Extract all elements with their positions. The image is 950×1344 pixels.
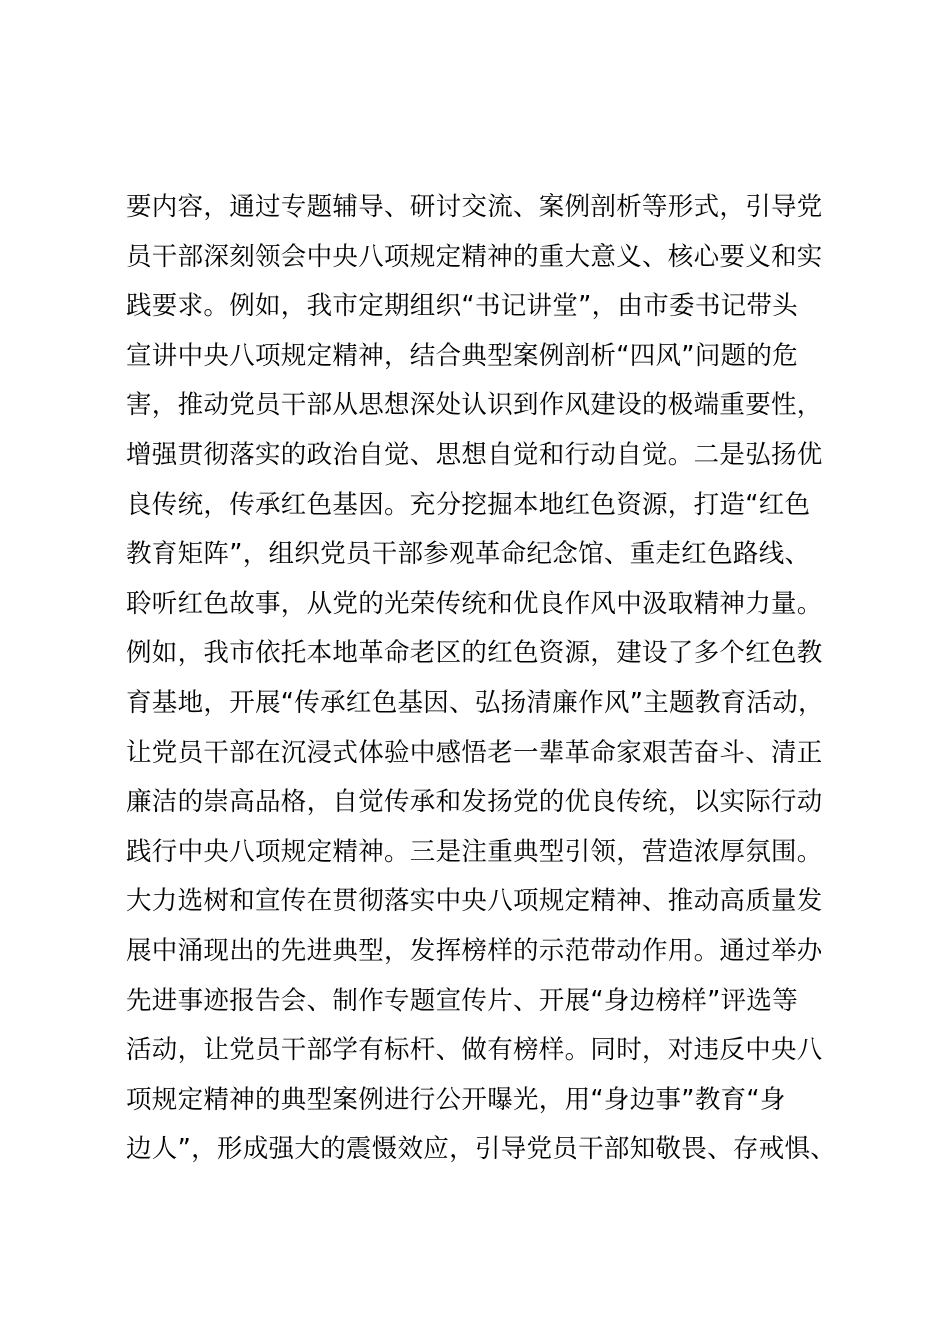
- text-line: 活动，让党员干部学有标杆、做有榜样。同时，对违反中央八: [126, 1035, 823, 1066]
- text-line: 增强贯彻落实的政治自觉、思想自觉和行动自觉。二是弘扬优: [126, 439, 823, 470]
- body-paragraph: [126, 183, 866, 1175]
- text-line: 良传统，传承红色基因。充分挖掘本地红色资源，打造“红色: [126, 489, 811, 520]
- text-line: 聆听红色故事，从党的光荣传统和优良作风中汲取精神力量。: [126, 588, 823, 619]
- text-line: 践行中央八项规定精神。三是注重典型引领，营造浓厚氛围。: [126, 836, 823, 867]
- text-line: 宣讲中央八项规定精神，结合典型案例剖析“四风”问题的危: [126, 340, 799, 371]
- text-line: 展中涌现出的先进典型，发挥榜样的示范带动作用。通过举办: [126, 935, 823, 966]
- text-line: 践要求。例如，我市定期组织“书记讲堂”，由市委书记带头: [126, 291, 799, 322]
- text-line: 员干部深刻领会中央八项规定精神的重大意义、核心要义和实: [126, 241, 823, 272]
- text-line: 例如，我市依托本地革命老区的红色资源，建设了多个红色教: [126, 638, 823, 669]
- text-line: 廉洁的崇高品格，自觉传承和发扬党的优良传统，以实际行动: [126, 787, 823, 818]
- text-line: 要内容，通过专题辅导、研讨交流、案例剖析等形式，引导党: [126, 192, 823, 222]
- text-line: 让党员干部在沉浸式体验中感悟老一辈革命家艰苦奋斗、清正: [126, 737, 823, 768]
- text-line: 先进事迹报告会、制作专题宣传片、开展“身边榜样”评选等: [126, 985, 799, 1016]
- text-line: 教育矩阵”，组织党员干部参观革命纪念馆、重走红色路线、: [126, 539, 811, 570]
- text-line: 大力选树和宣传在贯彻落实中央八项规定精神、推动高质量发: [126, 886, 823, 917]
- text-line: 边人”，形成强大的震慑效应，引导党员干部知敬畏、存戒惧、: [126, 1134, 837, 1165]
- text-line: 育基地，开展“传承红色基因、弘扬清廉作风”主题教育活动，: [126, 687, 824, 718]
- text-line: 项规定精神的典型案例进行公开曝光，用“身边事”教育“身: [126, 1084, 786, 1115]
- text-line: 害，推动党员干部从思想深处认识到作风建设的极端重要性，: [126, 390, 823, 421]
